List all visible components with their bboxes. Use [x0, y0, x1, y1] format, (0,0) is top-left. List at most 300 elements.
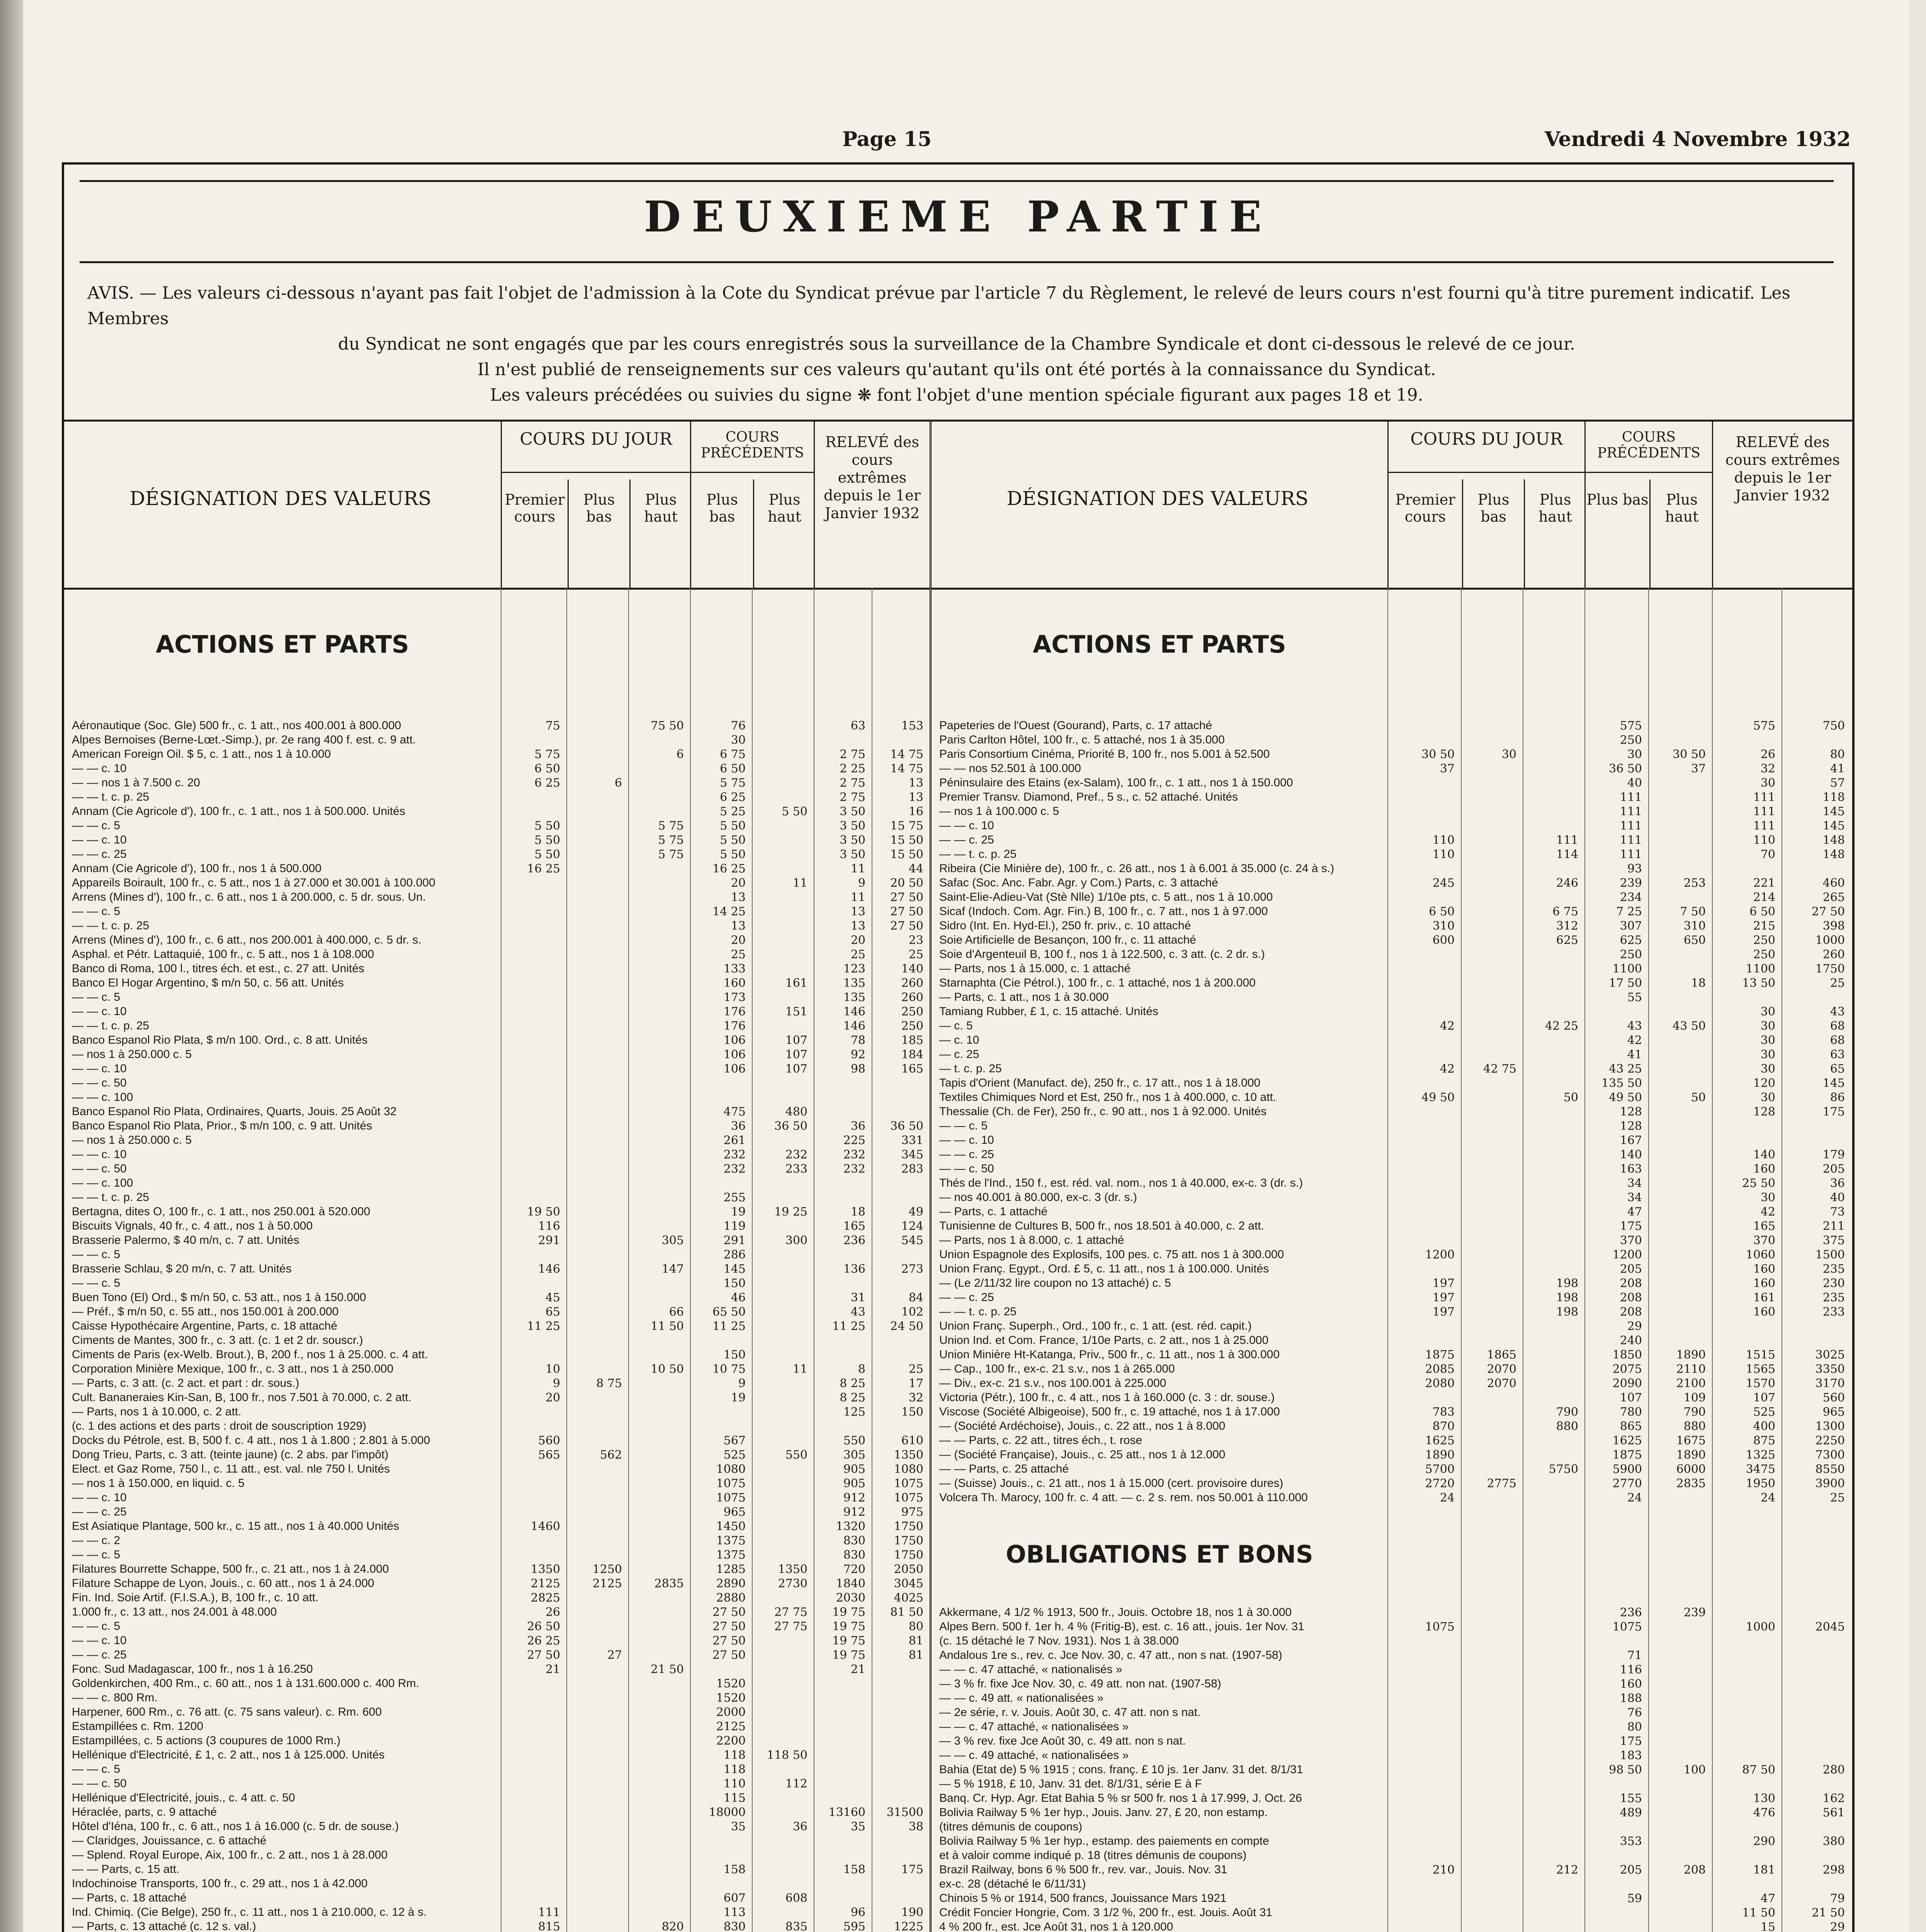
- releve-plus-haut-value: 63: [1830, 1048, 1845, 1061]
- releve-plus-haut-value: 23: [908, 934, 923, 947]
- releve-plus-bas-value: 92: [850, 1048, 865, 1061]
- table-row: [932, 1448, 1852, 1463]
- releve-plus-bas-value: 13: [850, 919, 865, 933]
- releve-plus-bas-value: 370: [1753, 1234, 1775, 1247]
- security-designation: — — c. 10: [72, 1148, 127, 1161]
- prec-plus-bas-value: 5900: [1612, 1463, 1642, 1476]
- prec-plus-bas-value: 188: [1620, 1692, 1642, 1705]
- premier-cours-value: 197: [1432, 1291, 1455, 1304]
- security-designation: — Parts, nos 1 à 10.000, c. 2 att.: [72, 1405, 241, 1418]
- premier-cours-value: 870: [1432, 1420, 1455, 1433]
- table-row: [64, 934, 930, 948]
- releve-plus-bas-value: 98: [850, 1062, 865, 1076]
- prec-plus-bas-value: 119: [723, 1219, 746, 1233]
- premier-cours-value: 5 50: [534, 833, 560, 847]
- table-row: [64, 1420, 930, 1434]
- releve-plus-haut-value: 235: [1822, 1262, 1845, 1276]
- prec-plus-haut-value: 118 50: [767, 1748, 807, 1762]
- releve-plus-haut-value: 545: [901, 1234, 923, 1247]
- security-designation: Banco Espanol Rio Plata, Ordinaires, Quarts, Jouis. 25 Août 32: [72, 1105, 397, 1118]
- security-designation: — (Suisse) Jouis., c. 21 att., nos 1 à 15.000 (cert. provisoire dures): [939, 1477, 1283, 1490]
- security-designation: Buen Tono (El) Ord., $ m/n 50, c. 53 att., nos 1 à 150.000: [72, 1291, 366, 1304]
- releve-plus-haut-value: 25: [908, 1362, 923, 1376]
- prec-plus-bas-value: 1080: [716, 1463, 746, 1476]
- security-designation: — — c. 5: [72, 1763, 121, 1776]
- releve-plus-haut-value: 140: [901, 962, 923, 976]
- releve-plus-haut-value: 38: [908, 1820, 923, 1833]
- prec-plus-bas-value: 111: [1620, 805, 1642, 818]
- releve-plus-bas-value: 21: [850, 1663, 865, 1676]
- plus-haut-value: 75 50: [651, 719, 684, 733]
- security-designation: — — Parts, c. 25 attaché: [939, 1463, 1069, 1475]
- part-title: DEUXIEME PARTIE: [644, 192, 1273, 242]
- prec-plus-haut-value: 107: [785, 1034, 807, 1047]
- table-row: [932, 1334, 1852, 1348]
- releve-plus-bas-value: 158: [843, 1863, 865, 1876]
- premier-cours-value: 11 25: [527, 1320, 560, 1333]
- security-designation: Bolivia Railway 5 % 1er hyp., estamp. des paiements en compte: [939, 1835, 1269, 1847]
- table-row: [64, 1034, 930, 1048]
- security-designation: — — c. 2: [72, 1534, 121, 1547]
- releve-plus-bas-value: 19 75: [832, 1605, 865, 1619]
- plus-haut-value: 111: [1556, 833, 1578, 847]
- prec-plus-bas-value: 1075: [716, 1491, 746, 1505]
- prec-plus-bas-value: 145: [723, 1262, 746, 1276]
- right-table-header: [932, 422, 1852, 590]
- security-designation: — — c. 25: [939, 833, 994, 846]
- releve-plus-bas-value: 43: [850, 1305, 865, 1319]
- premier-cours-value: 19 50: [527, 1205, 560, 1219]
- security-designation: Asphal. et Pétr. Lattaquié, 100 fr., c. 5 att., nos 1 à 108.000: [72, 948, 374, 961]
- prec-plus-bas-value: 36 50: [1609, 762, 1642, 776]
- plus-haut-value: 790: [1556, 1405, 1578, 1419]
- table-row: [932, 1405, 1852, 1420]
- notice-block: [87, 281, 1826, 408]
- security-designation: Union Ind. et Com. France, 1/10e Parts, c. 2 att., nos 1 à 25.000: [939, 1334, 1269, 1347]
- prec-plus-bas-value: 115: [723, 1791, 746, 1805]
- plus-haut-value: 6: [676, 748, 684, 761]
- premier-cours-value: 2085: [1425, 1362, 1455, 1376]
- table-row: [64, 1148, 930, 1162]
- releve-plus-bas-value: 30: [1760, 1019, 1775, 1033]
- premier-cours-value: 5 75: [534, 748, 560, 761]
- plus-bas-value: 562: [600, 1448, 622, 1462]
- releve-plus-bas-value: 78: [850, 1034, 865, 1047]
- table-row: [932, 934, 1852, 948]
- plus-bas-value: 2775: [1487, 1477, 1516, 1490]
- prec-plus-bas-value: 110: [723, 1777, 746, 1791]
- releve-plus-bas-value: 3 50: [840, 833, 865, 847]
- prec-plus-bas-value: 1875: [1612, 1448, 1642, 1462]
- releve-plus-bas-value: 875: [1753, 1434, 1775, 1447]
- table-row: [932, 833, 1852, 848]
- prec-plus-bas-value: 2000: [716, 1706, 746, 1719]
- plus-haut-value: 625: [1556, 934, 1578, 947]
- premier-cours-value: 146: [538, 1262, 560, 1276]
- prec-plus-bas-value: 208: [1620, 1305, 1642, 1319]
- table-row: [64, 1663, 930, 1677]
- right-prec-plus-bas-header: Plus bas: [1586, 491, 1649, 508]
- security-designation: Crédit Foncier Hongrie, Com. 3 1/2 %, 200 fr., est. Jouis. Août 31: [939, 1906, 1273, 1919]
- table-row: [64, 862, 930, 876]
- prec-plus-bas-value: 34: [1627, 1191, 1642, 1204]
- releve-plus-bas-value: 135: [843, 991, 865, 1004]
- premier-cours-value: 65: [545, 1305, 560, 1319]
- plus-haut-value: 2835: [654, 1577, 684, 1590]
- table-row: [64, 748, 930, 762]
- releve-plus-haut-value: 31500: [886, 1806, 923, 1819]
- releve-plus-bas-value: 476: [1753, 1806, 1775, 1820]
- left-rows: [64, 719, 930, 1932]
- releve-plus-bas-value: 1570: [1746, 1377, 1775, 1390]
- security-designation: Soie d'Argenteuil B, 100 f., nos 1 à 122.500, c. 3 att. (c. 2 dr. s.): [939, 948, 1265, 961]
- security-designation: Thés de l'Ind., 150 f., est. réd. val. nom., nos 1 à 40.000, ex-c. 3 (dr. s.): [939, 1177, 1303, 1189]
- prec-plus-haut-value: 835: [785, 1920, 807, 1932]
- premier-cours-value: 5 50: [534, 848, 560, 861]
- premier-cours-value: 26 25: [527, 1634, 560, 1648]
- releve-plus-haut-value: 14 75: [890, 748, 923, 761]
- table-row: [932, 1878, 1852, 1892]
- table-row: [932, 1062, 1852, 1077]
- releve-plus-bas-value: 2 75: [840, 748, 865, 761]
- premier-cours-value: 600: [1432, 934, 1455, 947]
- prec-plus-bas-value: 29: [1627, 1320, 1642, 1333]
- security-designation: Tapis d'Orient (Manufact. de), 250 fr., c. 17 att., nos 1 à 18.000: [939, 1077, 1261, 1089]
- prec-plus-bas-value: 41: [1627, 1048, 1642, 1061]
- releve-plus-bas-value: 232: [843, 1162, 865, 1176]
- releve-plus-haut-value: 44: [908, 862, 923, 876]
- prec-plus-bas-value: 1520: [716, 1677, 746, 1690]
- releve-plus-bas-value: 13 50: [1742, 976, 1775, 990]
- table-row: [932, 962, 1852, 976]
- releve-plus-haut-value: 43: [1830, 1005, 1845, 1019]
- releve-plus-haut-value: 1750: [894, 1548, 923, 1562]
- prec-plus-haut-value: 151: [785, 1005, 807, 1019]
- table-row: [64, 1205, 930, 1219]
- releve-plus-haut-value: 148: [1822, 833, 1845, 847]
- plus-haut-value: 198: [1556, 1305, 1578, 1319]
- premier-cours-value: 27 50: [527, 1648, 560, 1662]
- premier-cours-value: 20: [545, 1391, 560, 1405]
- releve-plus-bas-value: 135: [843, 976, 865, 990]
- premier-cours-value: 2825: [530, 1591, 560, 1605]
- security-designation: Estampillées c. Rm. 1200: [72, 1720, 204, 1733]
- security-designation: — 5 % 1918, £ 10, Janv. 31 det. 8/1/31, série E à F: [939, 1777, 1202, 1790]
- releve-plus-haut-value: 235: [1822, 1291, 1845, 1304]
- releve-plus-haut-value: 102: [901, 1305, 923, 1319]
- prec-plus-haut-value: 300: [785, 1234, 807, 1247]
- security-designation: — 3 % rev. fixe Jce Août 30, c. 49 att. non s nat.: [939, 1735, 1186, 1747]
- releve-plus-bas-value: 70: [1760, 848, 1775, 861]
- security-designation: — — t. c. p. 25: [72, 1191, 150, 1204]
- security-designation: Alpes Bern. 500 f. 1er h. 4 % (Fritig-B), est. c. 16 att., jouis. 1er Nov. 31: [939, 1620, 1304, 1633]
- prec-plus-haut-value: 1350: [778, 1563, 807, 1576]
- security-designation: Banco di Roma, 100 l., titres éch. et est., c. 27 att. Unités: [72, 962, 365, 975]
- prec-plus-haut-value: 1890: [1676, 1448, 1706, 1462]
- table-row: [64, 1320, 930, 1334]
- releve-plus-haut-value: 273: [901, 1262, 923, 1276]
- prec-plus-bas-value: 250: [1620, 948, 1642, 961]
- security-designation: Hellénique d'Electricité, £ 1, c. 2 att., nos 1 à 125.000. Unités: [72, 1748, 385, 1761]
- releve-plus-bas-value: 32: [1760, 762, 1775, 776]
- releve-plus-bas-value: 3 50: [840, 805, 865, 818]
- security-designation: Tamiang Rubber, £ 1, c. 15 attaché. Unités: [939, 1005, 1158, 1018]
- plus-haut-value: 21 50: [651, 1663, 684, 1676]
- prec-plus-haut-value: 310: [1683, 919, 1706, 933]
- releve-plus-bas-value: 165: [843, 1219, 865, 1233]
- prec-plus-bas-value: 113: [723, 1906, 746, 1919]
- releve-plus-bas-value: 6 50: [1749, 905, 1775, 918]
- table-row: [932, 1849, 1852, 1863]
- releve-plus-bas-value: 830: [843, 1534, 865, 1548]
- table-row: [64, 1806, 930, 1820]
- releve-plus-haut-value: 68: [1830, 1019, 1845, 1033]
- releve-plus-haut-value: 41: [1830, 762, 1845, 776]
- prec-plus-bas-value: 10 75: [712, 1362, 746, 1376]
- releve-plus-haut-value: 184: [901, 1048, 923, 1061]
- security-designation: Hôtel d'Iéna, 100 fr., c. 6 att., nos 1 à 16.000 (c. 5 dr. de souse.): [72, 1820, 399, 1833]
- table-row: [64, 1262, 930, 1277]
- table-row: [932, 876, 1852, 891]
- table-row: [932, 1248, 1852, 1262]
- table-row: [64, 1134, 930, 1148]
- prec-plus-haut-value: 208: [1683, 1863, 1706, 1877]
- security-designation: — Parts, nos 1 à 8.000, c. 1 attaché: [939, 1234, 1124, 1247]
- security-designation: — — c. 10: [72, 762, 127, 775]
- prec-plus-haut-value: 2835: [1676, 1477, 1706, 1490]
- releve-plus-haut-value: 260: [901, 976, 923, 990]
- right-releve-header: RELEVÉ des cours extrêmes depuis le 1er Janvier 1932: [1712, 422, 1852, 588]
- releve-plus-bas-value: 250: [1753, 934, 1775, 947]
- releve-plus-bas-value: 11: [850, 862, 865, 876]
- releve-plus-haut-value: 460: [1822, 876, 1845, 890]
- security-designation: Sicaf (Indoch. Com. Agr. Fin.) B, 100 fr., c. 7 att., nos 1 à 97.000: [939, 905, 1268, 918]
- left-releve-header: RELEVÉ des cours extrêmes depuis le 1er Janvier 1932: [814, 422, 930, 588]
- table-row: [932, 1291, 1852, 1305]
- releve-plus-bas-value: 2 75: [840, 776, 865, 790]
- table-row: [64, 1591, 930, 1605]
- security-designation: Biscuits Vignals, 40 fr., c. 4 att., nos 1 à 50.000: [72, 1219, 313, 1232]
- releve-plus-bas-value: 221: [1753, 876, 1775, 890]
- premier-cours-value: 5 50: [534, 819, 560, 833]
- prec-plus-bas-value: 1200: [1612, 1248, 1642, 1262]
- releve-plus-haut-value: 8550: [1815, 1463, 1845, 1476]
- releve-plus-haut-value: 345: [901, 1148, 923, 1162]
- table-row: [64, 948, 930, 962]
- table-row: [64, 1634, 930, 1648]
- premier-cours-value: 5700: [1425, 1463, 1455, 1476]
- prec-plus-bas-value: 236: [1620, 1606, 1642, 1619]
- security-designation: — Parts, c. 1 att., nos 1 à 30.000: [939, 991, 1109, 1003]
- table-row: [932, 1234, 1852, 1248]
- releve-plus-haut-value: 80: [908, 1620, 923, 1633]
- prec-plus-haut-value: 239: [1683, 1606, 1706, 1619]
- prec-plus-bas-value: 46: [731, 1291, 746, 1304]
- prec-plus-bas-value: 17 50: [1609, 976, 1642, 990]
- releve-plus-haut-value: 15 75: [890, 819, 923, 833]
- releve-plus-haut-value: 81 50: [890, 1605, 923, 1619]
- releve-plus-bas-value: 575: [1753, 719, 1775, 733]
- security-designation: Héraclée, parts, c. 9 attaché: [72, 1806, 217, 1818]
- table-row: [932, 1477, 1852, 1491]
- prec-plus-bas-value: 160: [723, 976, 746, 990]
- premier-cours-value: 21: [545, 1663, 560, 1676]
- table-row: [932, 819, 1852, 833]
- prec-plus-bas-value: 42: [1627, 1034, 1642, 1047]
- security-designation: Safac (Soc. Anc. Fabr. Agr. y Com.) Parts, c. 3 attaché: [939, 876, 1218, 889]
- prec-plus-bas-value: 27 50: [712, 1605, 746, 1619]
- prec-plus-bas-value: 2125: [716, 1720, 746, 1733]
- prec-plus-bas-value: 1450: [716, 1520, 746, 1533]
- security-designation: American Foreign Oil. $ 5, c. 1 att., nos 1 à 10.000: [72, 748, 331, 760]
- releve-plus-haut-value: 81: [908, 1634, 923, 1648]
- table-row: [64, 962, 930, 976]
- prec-plus-bas-value: 116: [1620, 1663, 1642, 1677]
- releve-plus-bas-value: 42: [1760, 1205, 1775, 1219]
- prec-plus-haut-value: 107: [785, 1062, 807, 1076]
- releve-plus-haut-value: 27 50: [890, 905, 923, 918]
- premier-cours-value: 245: [1432, 876, 1455, 890]
- releve-plus-bas-value: 19 75: [832, 1648, 865, 1662]
- releve-plus-haut-value: 81: [908, 1648, 923, 1662]
- releve-plus-bas-value: 250: [1753, 948, 1775, 961]
- table-row: [64, 719, 930, 733]
- releve-plus-haut-value: 145: [1822, 1077, 1845, 1090]
- prec-plus-bas-value: 175: [1620, 1735, 1642, 1748]
- table-row: [64, 1877, 930, 1891]
- right-cours-precedents-label: COURS PRÉCÉDENTS: [1597, 429, 1700, 461]
- prec-plus-bas-value: 55: [1627, 991, 1642, 1004]
- table-row: [64, 1291, 930, 1305]
- security-designation: Estampillées, c. 5 actions (3 coupures de 1000 Rm.): [72, 1734, 341, 1747]
- premier-cours-value: 6 50: [1429, 905, 1455, 918]
- prec-plus-bas-value: 205: [1620, 1262, 1642, 1276]
- prec-plus-bas-value: 1520: [716, 1691, 746, 1705]
- prec-plus-bas-value: 59: [1627, 1892, 1642, 1905]
- prec-plus-bas-value: 133: [723, 962, 746, 976]
- table-row: [64, 905, 930, 919]
- prec-plus-bas-value: 20: [731, 934, 746, 947]
- releve-plus-bas-value: 525: [1753, 1405, 1775, 1419]
- security-designation: — c. 5: [939, 1019, 973, 1032]
- prec-plus-bas-value: 5 25: [720, 805, 746, 818]
- releve-plus-haut-value: 3170: [1815, 1377, 1845, 1390]
- table-row: [932, 776, 1852, 791]
- security-designation: — — c. 100: [72, 1091, 133, 1104]
- plus-haut-value: 820: [661, 1920, 684, 1932]
- prec-plus-bas-value: 93: [1627, 862, 1642, 876]
- releve-plus-bas-value: 215: [1753, 919, 1775, 933]
- prec-plus-haut-value: 18: [1691, 976, 1706, 990]
- prec-plus-bas-value: 2075: [1612, 1362, 1642, 1376]
- table-row: [932, 1777, 1852, 1792]
- right-quotes-table: [932, 420, 1852, 1932]
- table-row: [932, 1906, 1852, 1920]
- releve-plus-bas-value: 19 75: [832, 1634, 865, 1648]
- table-row: [64, 1791, 930, 1806]
- prec-plus-bas-value: 19: [731, 1205, 746, 1219]
- prec-plus-bas-value: 27 50: [712, 1648, 746, 1662]
- table-row: [64, 891, 930, 905]
- table-row: [64, 1834, 930, 1849]
- prec-plus-bas-value: 36: [731, 1119, 746, 1133]
- table-row: [932, 862, 1852, 876]
- security-designation: — — c. 25: [939, 1291, 994, 1304]
- security-designation: — — c. 10: [939, 1134, 994, 1146]
- prec-plus-bas-value: 1075: [1612, 1620, 1642, 1634]
- notice-line-3: Il n'est publié de renseignements sur ces valeurs qu'autant qu'ils ont été portés à la connaissance du Syndicat.: [477, 360, 1436, 379]
- releve-plus-haut-value: 27 50: [890, 891, 923, 904]
- table-row: [932, 1463, 1852, 1477]
- security-designation: Banco El Hogar Argentino, $ m/n 50, c. 56 att. Unités: [72, 976, 344, 989]
- security-designation: (c. 1 des actions et des parts : droit de souscription 1929): [72, 1420, 367, 1432]
- releve-plus-bas-value: 595: [843, 1920, 865, 1932]
- releve-plus-bas-value: 160: [1753, 1162, 1775, 1176]
- releve-plus-haut-value: 233: [1822, 1305, 1845, 1319]
- releve-plus-haut-value: 4025: [894, 1591, 923, 1605]
- security-designation: Union Espagnole des Explosifs, 100 pes. c. 75 att. nos 1 à 300.000: [939, 1248, 1284, 1261]
- table-row: [932, 848, 1852, 862]
- premier-cours-value: 10: [545, 1362, 560, 1376]
- security-designation: — Parts, c. 1 attaché: [939, 1205, 1048, 1218]
- releve-plus-haut-value: 16: [908, 805, 923, 818]
- releve-plus-haut-value: 25: [908, 948, 923, 961]
- right-cours-precedents-header: [1584, 422, 1712, 588]
- releve-plus-bas-value: 720: [843, 1563, 865, 1576]
- table-row: [932, 733, 1852, 748]
- security-designation: — — c. 10: [72, 833, 127, 846]
- prec-plus-bas-value: 76: [731, 719, 746, 733]
- security-designation: ex-c. 28 (détaché le 6/11/31): [939, 1878, 1086, 1890]
- releve-plus-bas-value: 107: [1753, 1391, 1775, 1405]
- table-row: [64, 791, 930, 805]
- prec-plus-bas-value: 1625: [1612, 1434, 1642, 1447]
- security-designation: Filature Schappe de Lyon, Jouis., c. 60 att., nos 1 à 24.000: [72, 1577, 374, 1590]
- prec-plus-haut-value: 608: [785, 1891, 807, 1905]
- prec-plus-haut-value: 232: [785, 1148, 807, 1162]
- table-row: [64, 1062, 930, 1077]
- prec-plus-bas-value: 111: [1620, 791, 1642, 804]
- table-row: [64, 1091, 930, 1105]
- table-row: [64, 1577, 930, 1591]
- table-row: [64, 819, 930, 833]
- security-designation: Union Minière Ht-Katanga, Priv., 500 fr., c. 11 att., nos 1 à 300.000: [939, 1348, 1280, 1361]
- releve-plus-bas-value: 3 50: [840, 819, 865, 833]
- security-designation: Union Franç. Egypt., Ord. £ 5, c. 11 att., nos 1 à 100.000. Unités: [939, 1262, 1269, 1275]
- table-row: [932, 1692, 1852, 1706]
- security-designation: — — nos 1 à 7.500 c. 20: [72, 776, 200, 789]
- premier-cours-value: 1890: [1425, 1448, 1455, 1462]
- releve-plus-bas-value: 3 50: [840, 848, 865, 861]
- releve-plus-haut-value: 27 50: [890, 919, 923, 933]
- prec-plus-bas-value: 2200: [716, 1734, 746, 1748]
- table-row: [64, 1763, 930, 1777]
- releve-plus-bas-value: 11 50: [1742, 1906, 1775, 1920]
- security-designation: — — Parts, c. 22 att., titres éch., t. rose: [939, 1434, 1142, 1447]
- releve-plus-bas-value: 96: [850, 1906, 865, 1919]
- premier-cours-value: 30 50: [1421, 748, 1455, 761]
- prec-plus-haut-value: 50: [1691, 1091, 1706, 1104]
- table-row: [932, 1420, 1852, 1434]
- security-designation: Est Asiatique Plantage, 500 kr., c. 15 att., nos 1 à 40.000 Unités: [72, 1520, 399, 1532]
- title-rule-top: [80, 180, 1834, 182]
- security-designation: Soie Artificielle de Besançon, 100 fr., c. 11 attaché: [939, 934, 1196, 946]
- releve-plus-haut-value: 250: [901, 1005, 923, 1019]
- table-row: [64, 1563, 930, 1577]
- premier-cours-value: 1625: [1425, 1434, 1455, 1447]
- releve-plus-haut-value: 1300: [1815, 1420, 1845, 1433]
- releve-plus-haut-value: 1000: [1815, 934, 1845, 947]
